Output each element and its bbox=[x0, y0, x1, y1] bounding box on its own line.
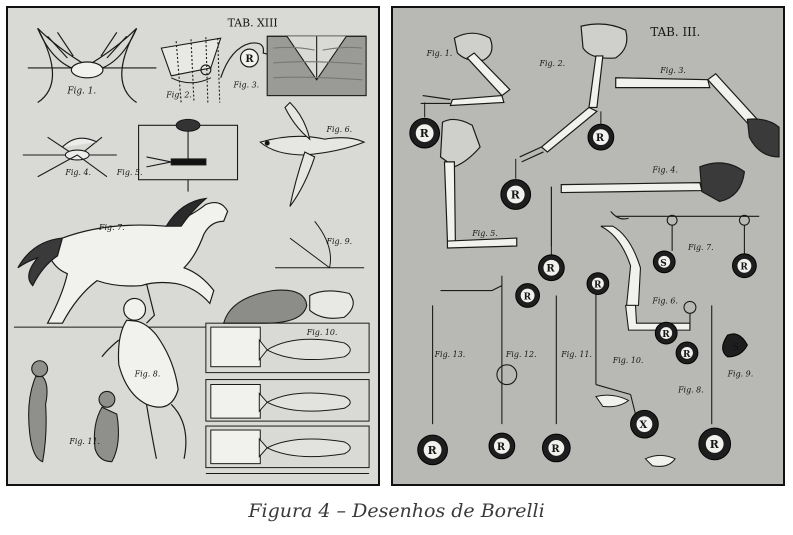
fig-label-right-4: Fig. 4. bbox=[652, 165, 678, 175]
fig-label-right-10: Fig. 10. bbox=[612, 355, 644, 365]
weight-r-9 bbox=[676, 342, 698, 364]
svg-text:R: R bbox=[245, 53, 254, 65]
weight-r-13 bbox=[699, 428, 731, 460]
fig-label-left-1: Fig. 1. bbox=[67, 86, 97, 97]
fig-label-left-4: Fig. 4. bbox=[65, 167, 92, 177]
svg-text:R: R bbox=[427, 443, 437, 457]
weight-r-10 bbox=[418, 435, 448, 465]
fig-label-left-9: Fig. 9. bbox=[326, 237, 353, 247]
weight-r-12 bbox=[542, 434, 570, 462]
weight-r-6 bbox=[516, 284, 540, 308]
svg-text:R: R bbox=[595, 133, 605, 145]
weight-r-7 bbox=[587, 273, 609, 295]
fig-label-right-13: Fig. 13. bbox=[434, 349, 466, 359]
fig-label-left-6: Fig. 6. bbox=[326, 125, 353, 135]
fig-label-right-6: Fig. 6. bbox=[652, 296, 678, 306]
weight-r-1 bbox=[410, 118, 440, 148]
svg-text:R: R bbox=[551, 443, 560, 455]
svg-text:R: R bbox=[510, 188, 520, 202]
svg-text:R: R bbox=[740, 262, 748, 273]
engraving-plate-left bbox=[6, 6, 380, 486]
svg-text:S: S bbox=[660, 258, 667, 269]
svg-text:R: R bbox=[419, 127, 429, 141]
weight-r-2 bbox=[588, 124, 614, 150]
fig-label-right-7: Fig. 7. bbox=[687, 242, 714, 252]
fig-label-right-5: Fig. 5. bbox=[472, 229, 498, 239]
svg-text:R: R bbox=[683, 349, 691, 360]
weight-r-11 bbox=[489, 433, 515, 459]
fig-label-left-5: Fig. 5. bbox=[116, 167, 143, 177]
svg-text:R: R bbox=[593, 280, 602, 291]
weight-x-1 bbox=[631, 410, 659, 438]
fig-label-right-8: Fig. 8. bbox=[678, 385, 704, 395]
svg-text:S: S bbox=[732, 342, 739, 353]
weight-r-5 bbox=[733, 254, 757, 278]
svg-text:R: R bbox=[546, 263, 555, 275]
fig-label-left-3: Fig. 3. bbox=[233, 80, 260, 90]
fig-label-right-9: Fig. 9. bbox=[727, 369, 754, 379]
fig-label-left-11: Fig. 11. bbox=[69, 436, 101, 446]
fig-label-right-11: Fig. 11. bbox=[561, 349, 592, 359]
plate-right-title: TAB. III. bbox=[650, 25, 701, 40]
fig-label-left-2: Fig. 2. bbox=[166, 90, 192, 100]
svg-text:X: X bbox=[639, 420, 648, 432]
engraving-right-drawing bbox=[393, 8, 783, 484]
svg-text:R: R bbox=[662, 330, 670, 341]
fig-label-right-2: Fig. 2. bbox=[539, 58, 566, 68]
svg-text:R: R bbox=[496, 441, 506, 453]
weight-r-3 bbox=[501, 180, 531, 210]
weight-r-8 bbox=[655, 322, 677, 344]
svg-text:R: R bbox=[709, 437, 719, 451]
plate-left-title: TAB. XIII bbox=[227, 16, 278, 30]
weight-r-4 bbox=[539, 255, 565, 281]
fig-label-right-1: Fig. 1. bbox=[426, 48, 453, 58]
figure-water-vessel bbox=[267, 36, 366, 95]
fig-label-left-10: Fig. 10. bbox=[306, 328, 338, 338]
figure-caption: Figura 4 – Desenhos de Borelli bbox=[248, 500, 545, 522]
fig-label-right-12: Fig. 12. bbox=[505, 349, 537, 359]
figure-fish-panels bbox=[206, 323, 369, 473]
engraving-left-drawing bbox=[8, 8, 378, 484]
weight-s-1 bbox=[653, 251, 675, 273]
fig-label-right-3: Fig. 3. bbox=[660, 65, 686, 75]
fig-label-left-7: Fig. 7. bbox=[99, 223, 125, 233]
fig-label-left-8: Fig. 8. bbox=[134, 369, 161, 379]
engraving-plate-right bbox=[391, 6, 785, 486]
svg-text:R: R bbox=[523, 292, 532, 303]
